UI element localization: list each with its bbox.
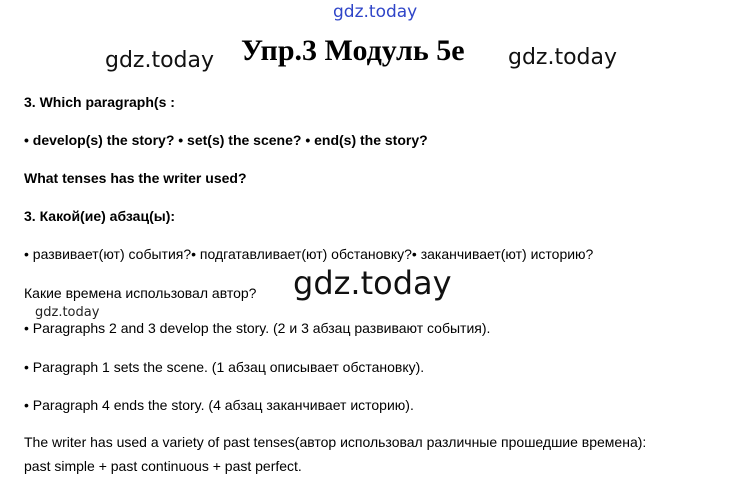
watermark-title-right: gdz.today [508,45,618,70]
watermark-middle: gdz.today [293,264,452,302]
ru-tenses: Какие времена использовал автор? [24,285,257,301]
answer-2: • Paragraph 1 sets the scene. (1 абзац описывает обстановку). [24,359,425,375]
answer-4-line-1: The writer has used a variety of past tenses(автор использовал различные прошедшие времена): [24,434,647,450]
question-tenses: What tenses has the writer used? [24,170,247,186]
ru-heading: 3. Какой(ие) абзац(ы): [24,208,176,224]
answer-4-line-2: past simple + past continuous + past perfect. [24,458,302,474]
page-title: Упр.3 Модуль 5е [241,34,465,67]
question-heading: 3. Which paragraph(s : [24,94,175,110]
ru-bullets: • развивает(ют) события?• подгатавливает(ют) обстановку?• заканчивает(ют) историю? [24,246,594,262]
watermark-small: gdz.today [35,305,100,320]
question-bullets: • develop(s) the story? • set(s) the scene? • end(s) the story? [24,132,428,148]
answer-1: • Paragraphs 2 and 3 develop the story. (2 и 3 абзац развивают события). [24,320,491,336]
answer-3: • Paragraph 4 ends the story. (4 абзац заканчивает историю). [24,397,414,413]
watermark-left: gdz.today [105,48,215,73]
watermark-top: gdz.today [333,2,418,22]
